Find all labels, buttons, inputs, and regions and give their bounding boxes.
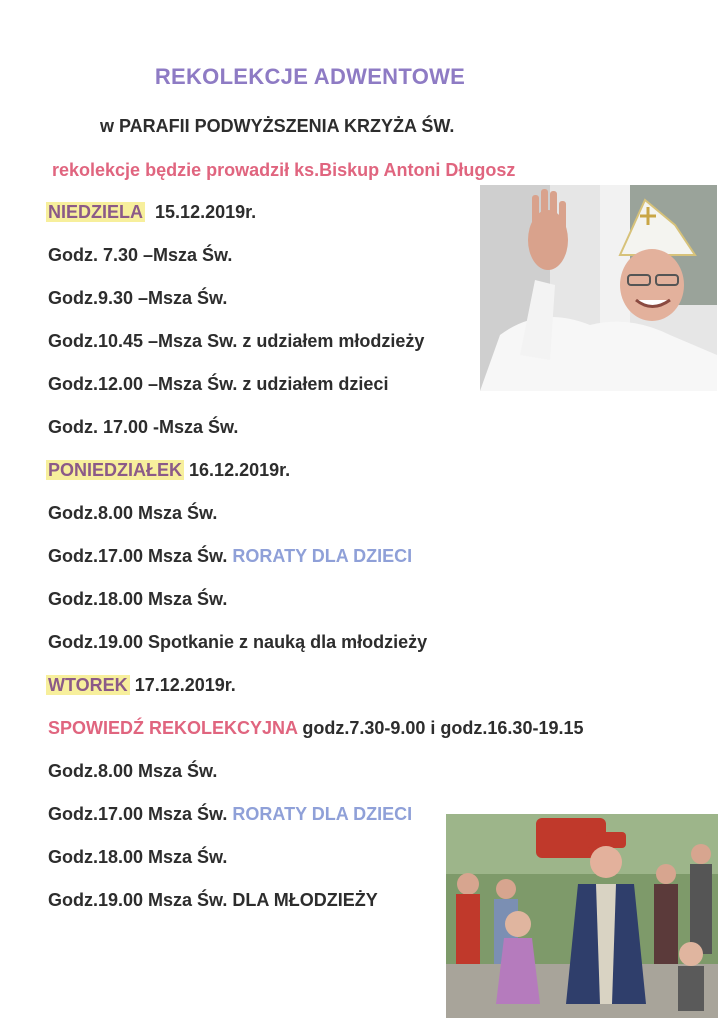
day-date: 17.12.2019r. xyxy=(134,675,236,695)
day-heading-monday xyxy=(48,460,290,481)
schedule-item: Godz.9.30 –Msza Św. xyxy=(48,288,228,308)
schedule-item: Godz. 17.00 -Msza Św. xyxy=(48,417,239,437)
schedule-item: Godz.8.00 Msza Św. xyxy=(48,761,218,781)
schedule-item: Godz.10.45 –Msza Sw. z udziałem młodzieży xyxy=(48,331,425,351)
bishop-photo-illustration xyxy=(480,185,717,391)
schedule-item: Godz.8.00 Msza Św. xyxy=(48,503,218,523)
schedule-item: Godz.18.00 Msza Św. xyxy=(48,847,228,867)
bishop-photo xyxy=(480,185,717,391)
day-date: 16.12.2019r. xyxy=(189,460,291,480)
day-date: 15.12.2019r. xyxy=(155,202,257,222)
day-name: NIEDZIELA xyxy=(48,202,144,222)
schedule-item-roraty xyxy=(48,804,412,825)
schedule-item-text: Godz.17.00 Msza Św. xyxy=(48,546,228,566)
confession-line xyxy=(48,718,584,739)
confession-hours: godz.7.30-9.00 i godz.16.30-19.15 xyxy=(302,718,584,738)
roraty-label: RORATY DLA DZIECI xyxy=(232,804,413,824)
schedule-item: Godz.19.00 Spotkanie z nauką dla młodzieży xyxy=(48,632,428,652)
day-name: PONIEDZIAŁEK xyxy=(48,460,183,480)
parish-name: w PARAFII PODWYŻSZENIA KRZYŻA ŚW. xyxy=(100,116,455,136)
schedule-item: Godz.12.00 –Msza Św. z udziałem dzieci xyxy=(48,374,389,394)
schedule-item: Godz.19.00 Msza Św. DLA MŁODZIEŻY xyxy=(48,890,378,910)
children-photo-illustration xyxy=(446,814,718,1018)
page-title: REKOLEKCJE ADWENTOWE xyxy=(154,64,466,89)
day-name: WTOREK xyxy=(48,675,128,695)
schedule-item-roraty xyxy=(48,546,412,567)
schedule-item-text: Godz.17.00 Msza Św. xyxy=(48,804,228,824)
bishop-with-children-photo xyxy=(446,814,718,1018)
confession-label: SPOWIEDŹ REKOLEKCYJNA xyxy=(48,718,298,738)
schedule-item: Godz. 7.30 –Msza Św. xyxy=(48,245,233,265)
schedule-item: Godz.18.00 Msza Św. xyxy=(48,589,228,609)
retreat-leader: rekolekcje będzie prowadził ks.Biskup Antoni Długosz xyxy=(52,160,516,180)
roraty-label: RORATY DLA DZIECI xyxy=(232,546,413,566)
day-heading-sunday xyxy=(48,202,256,223)
day-heading-tuesday xyxy=(48,675,236,696)
